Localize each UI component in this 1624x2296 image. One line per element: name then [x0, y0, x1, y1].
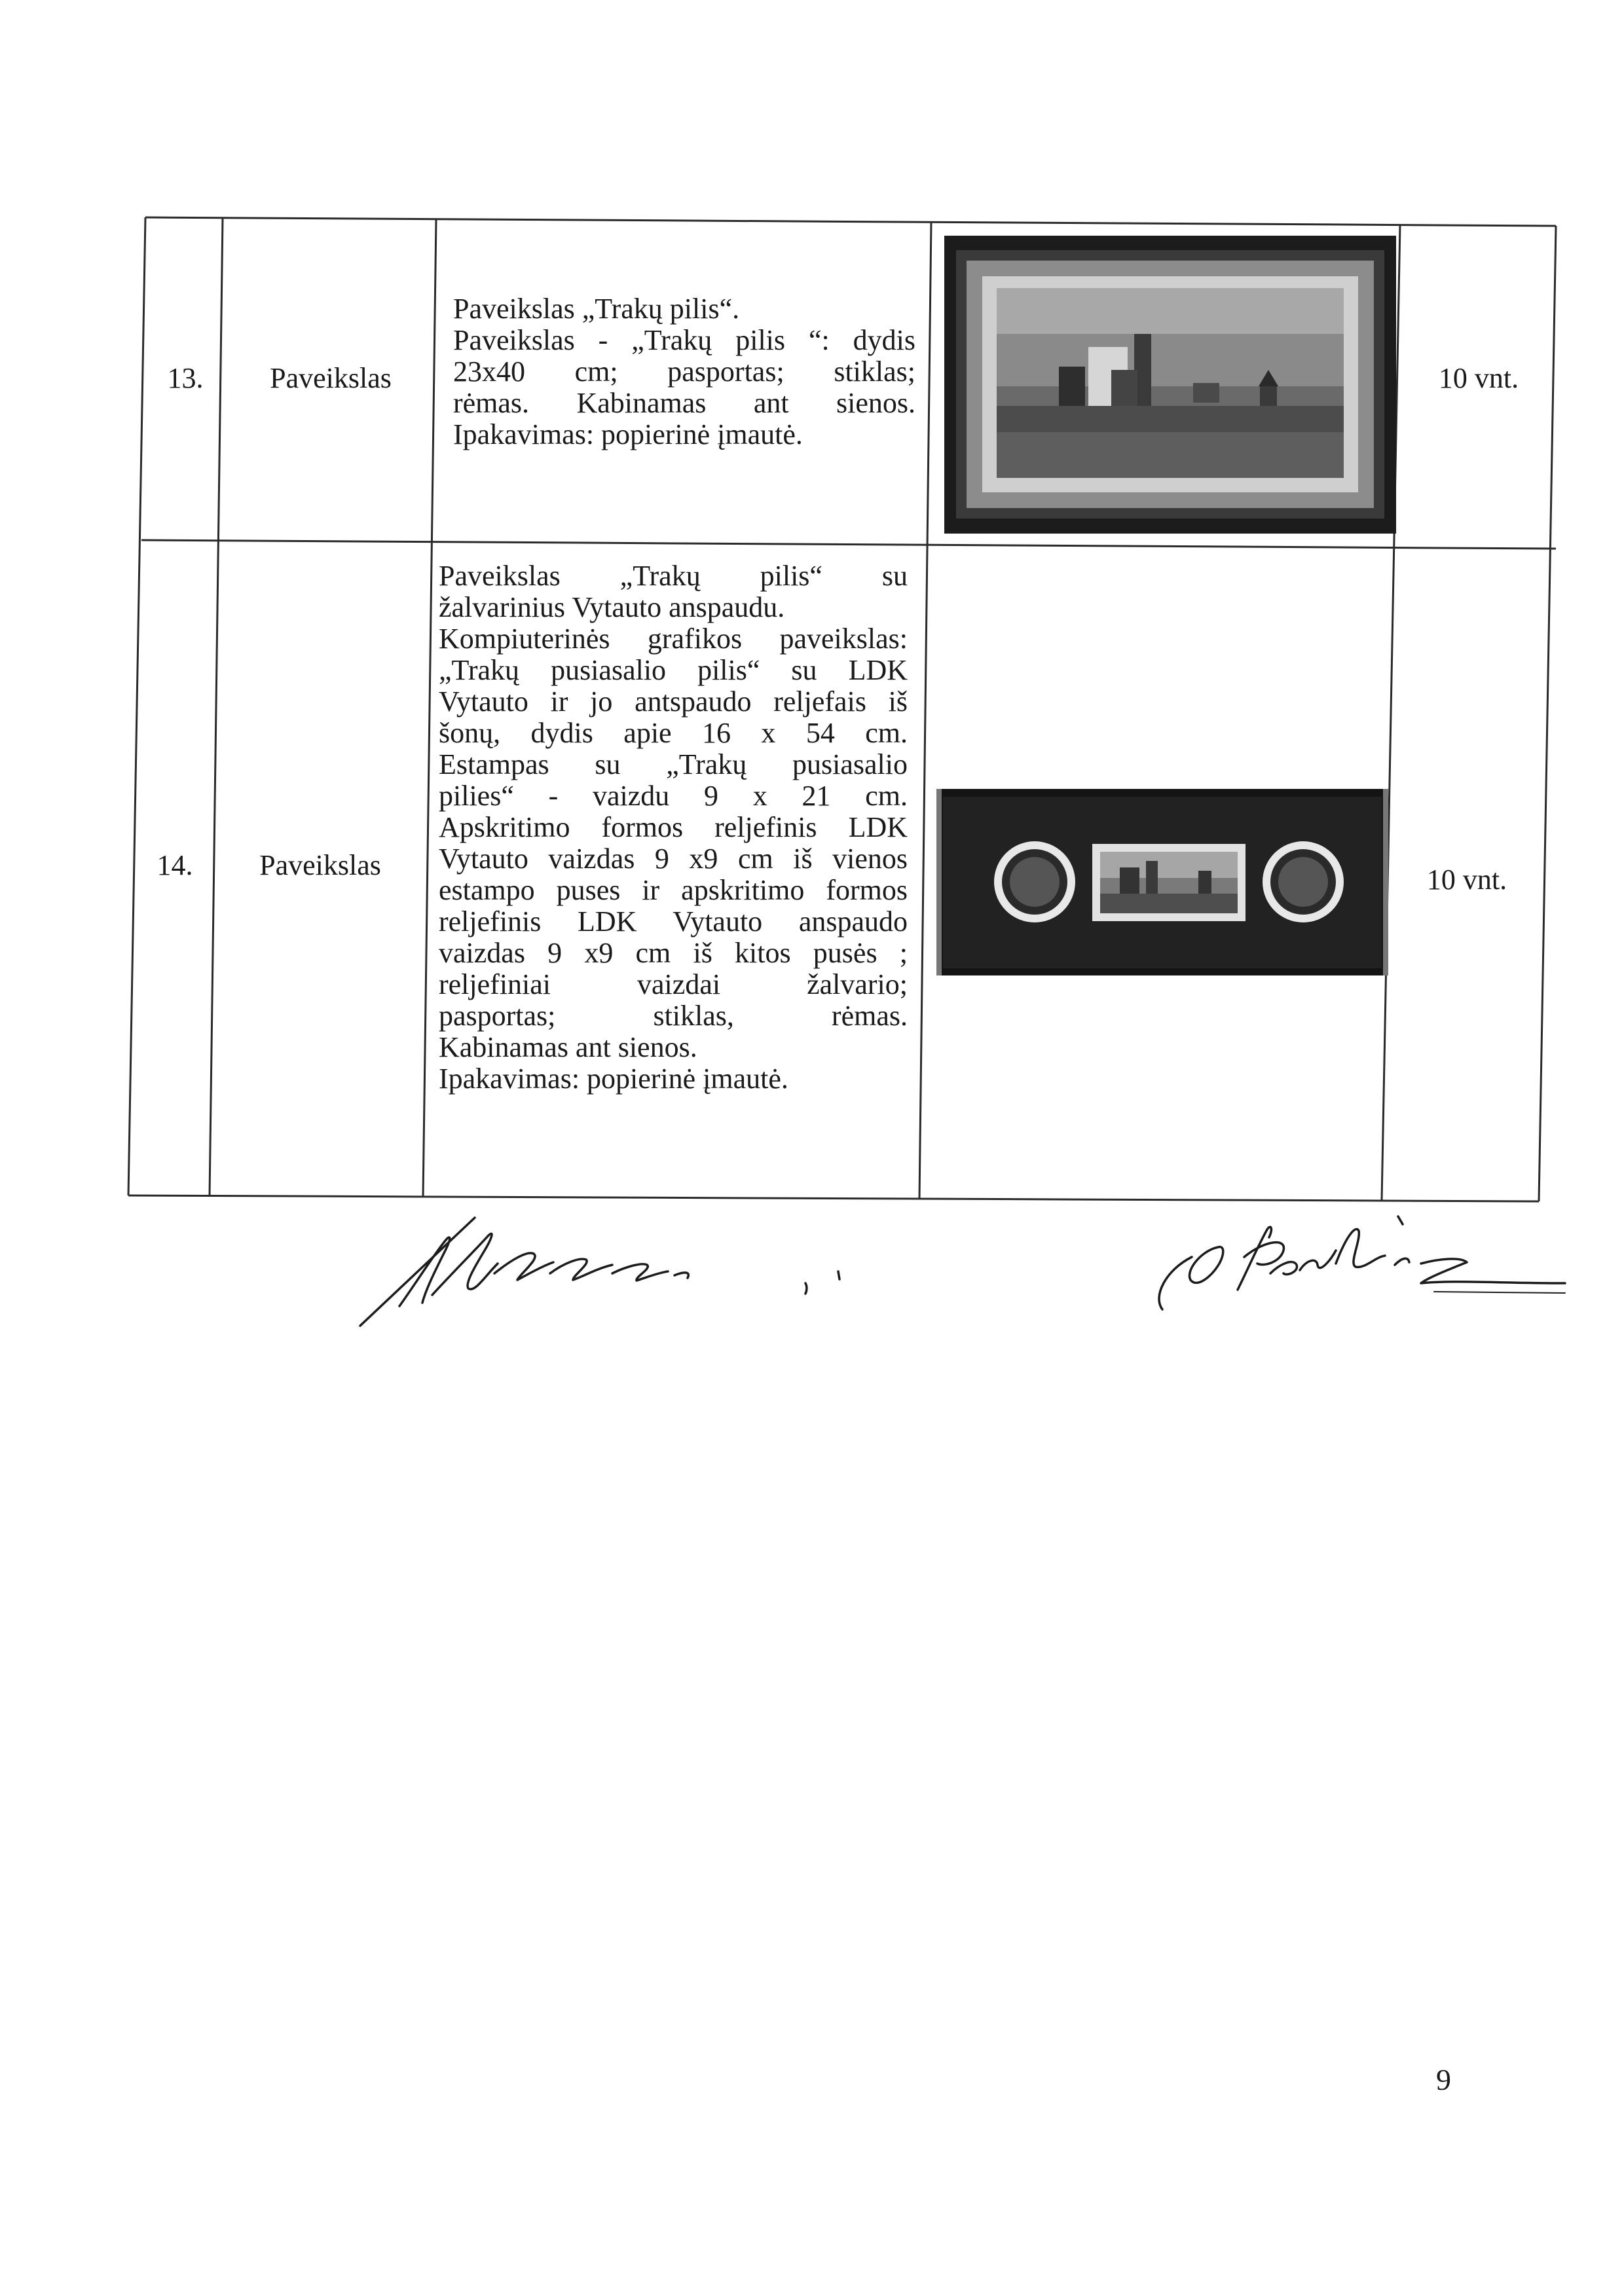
description-line: estampo puses ir apskritimo formos	[439, 874, 908, 906]
signature-right	[1139, 1211, 1598, 1329]
item-description	[453, 293, 915, 450]
description-line: Paveikslas „Trakų pilis“ su	[439, 560, 908, 592]
description-line: Paveikslas - „Trakų pilis “: dydis	[453, 324, 915, 356]
framed-painting-photo	[944, 236, 1396, 534]
description-line: Kompiuterinės grafikos paveikslas:	[439, 623, 908, 655]
description-line: rėmas. Kabinamas ant sienos.	[453, 387, 915, 419]
description-line: Paveikslas „Trakų pilis“.	[453, 293, 740, 325]
description-line: pasportas; stiklas, rėmas.	[439, 1000, 908, 1032]
signature-left	[354, 1211, 877, 1329]
description-line: Estampas su „Trakų pusiasalio	[439, 748, 908, 780]
page-number: 9	[1436, 2063, 1451, 2096]
description-line: Vytauto ir jo antspaudo reljefais iš	[439, 685, 908, 718]
description-line: pilies“ - vaizdu 9 x 21 cm.	[439, 780, 908, 812]
description-line: Ipakavimas: popierinė įmautė.	[439, 1063, 788, 1095]
item-quantity: 10 vnt.	[1438, 362, 1519, 394]
framed-print-photo	[936, 789, 1388, 975]
description-line: Kabinamas ant sienos.	[439, 1031, 697, 1063]
item-quantity: 10 vnt.	[1426, 864, 1507, 896]
description-line: žalvarinius Vytauto anspaudu.	[439, 591, 785, 623]
item-name: Paveikslas	[259, 849, 381, 881]
description-line: „Trakų pusiasalio pilis“ su LDK	[439, 654, 908, 686]
description-line: Ipakavimas: popierinė įmautė.	[453, 418, 803, 450]
description-line: reljefiniai vaizdai žalvario;	[439, 968, 908, 1000]
row-number: 14.	[157, 849, 193, 881]
row-number: 13.	[167, 362, 204, 394]
description-line: reljefinis LDK Vytauto anspaudo	[439, 905, 908, 938]
description-line: Vytauto vaizdas 9 x9 cm iš vienos	[439, 843, 908, 875]
description-line: 23x40 cm; pasportas; stiklas;	[453, 355, 915, 388]
item-name: Paveikslas	[270, 362, 392, 394]
description-line: Apskritimo formos reljefinis LDK	[439, 811, 908, 843]
description-line: šonų, dydis apie 16 x 54 cm.	[439, 717, 908, 749]
description-line: vaizdas 9 x9 cm iš kitos pusės ;	[439, 937, 908, 969]
item-description	[439, 560, 908, 1095]
